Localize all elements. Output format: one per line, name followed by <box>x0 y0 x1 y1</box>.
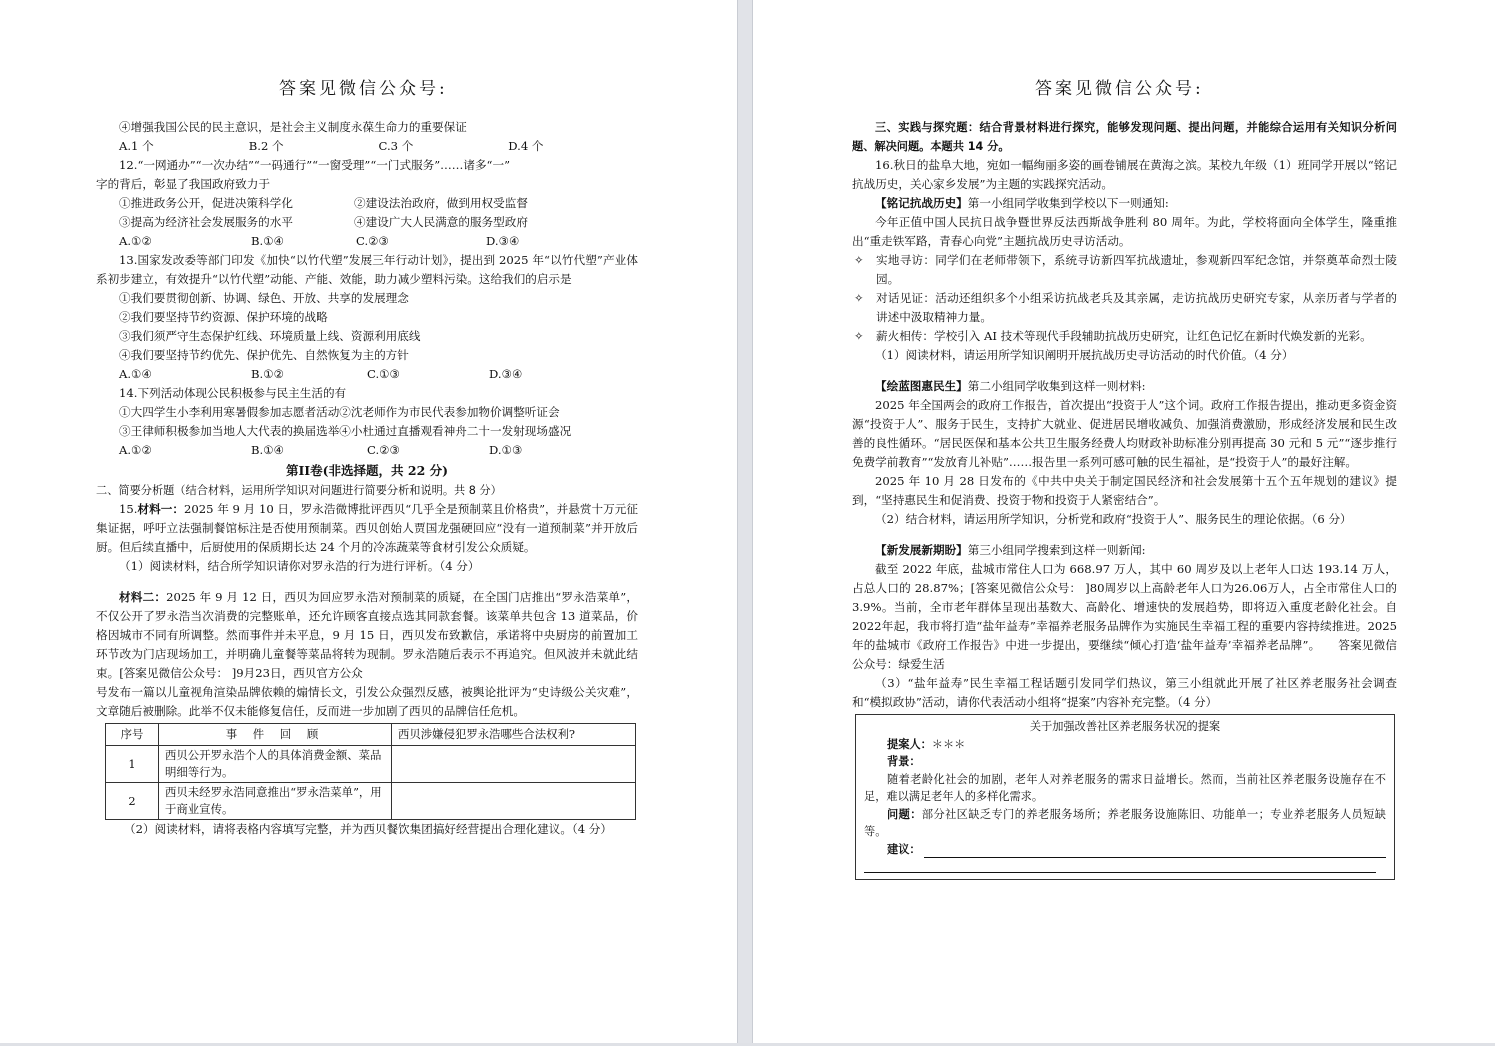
section2-title: 二、简要分析题（结合材料，运用所学知识对问题进行简要分析和说明。共 8 分） <box>96 484 502 497</box>
option-c: C.②③ <box>356 234 389 248</box>
option-a: A.①④ <box>119 367 152 381</box>
page-left <box>0 0 737 1043</box>
suggestion-row <box>864 841 1386 859</box>
page-right <box>753 0 1495 1043</box>
q14-items: ③王律师积极参加当地人大代表的换届选举④小杜通过直播观看神舟二十一发射现场盛况 <box>119 424 572 438</box>
option-b: B.①④ <box>251 443 284 457</box>
q13-item: ③我们须严守生态保护红线、环境质量上线、资源利用底线 <box>119 329 421 343</box>
q13-item: ②我们要坚持节约资源、保护环境的战略 <box>119 310 328 324</box>
q13-item: ①我们要贯彻创新、协调、绿色、开放、共享的发展理念 <box>119 291 409 305</box>
option-d: D.③④ <box>486 234 520 248</box>
page-content <box>852 118 1397 880</box>
option-c: C.①③ <box>367 367 400 381</box>
q15-material-2-cont: 号发布一篇以儿童视角渲染品牌依赖的煽情长文，引发公众强烈反感，被舆论批评为“史诗级公关灾难”，文章随后被删除。此举不仅未能修复信任，反而进一步加剧了西贝的品牌信任危机。 <box>96 685 638 718</box>
q13-item: ④我们要坚持节约优先、保护优先、自然恢复为主的方针 <box>119 348 409 362</box>
answer-cell[interactable] <box>392 783 636 820</box>
part3-para: 截至 2022 年底，盐城市常住人口为 668.97 万人，其中 60 周岁及以上老年人口达 193.14 万人，占总人口的 28.87%；[答案见微信公众号： ]80周岁以上高龄老年人口为26.06万人，占全市常住人口的3.9%。当前，全市老年群体呈现出基数大、高龄化、增速快的发展趋势，即将迈入重度老龄化社会。自2022年起，我市将打造“盐年益寿”幸福养老服务品牌作为实施民生幸福工程的重要内容持续推进。2025年的盐城市《政府工作报告》中进一步提出，要继续“倾心打造‘盐年益寿’幸福养老品牌”。 答案见微信公众号：绿爱生活 <box>852 562 1397 671</box>
q12-stem-cont: 字的背后，彰显了我国政府致力于 <box>96 177 270 191</box>
section3-title: 三、实践与探究题：结合背景材料进行探究，能够发现问题、提出问题，并能综合运用有关知识分析问题、解决问题。本题共 14 分。 <box>852 121 1397 153</box>
part3-tag: 【新发展新期盼】 <box>875 543 968 557</box>
diamond-bullet-icon: ✧ <box>854 329 864 343</box>
option-d: D.③④ <box>489 367 523 381</box>
option-d: D.4 个 <box>508 139 544 153</box>
page-header: 答案见微信公众号: <box>279 79 448 99</box>
part3-lead: 【新发展新期盼】第三小组同学搜索到这样一则新闻: <box>875 543 1146 557</box>
option-c: C.②③ <box>367 443 400 457</box>
q14-items: ①大四学生小李利用寒暑假参加志愿者活动②沈老师作为市民代表参加物价调整听证会 <box>119 405 560 419</box>
background-label: 背景： <box>887 755 921 768</box>
q11-options <box>96 137 638 156</box>
option-b: B.①② <box>251 367 284 381</box>
page-header: 答案见微信公众号: <box>1035 79 1204 99</box>
answer-cell[interactable] <box>392 746 636 783</box>
table-header-row <box>106 724 636 746</box>
diamond-bullet-icon: ✧ <box>854 253 864 267</box>
option-c: C.3 个 <box>378 139 414 153</box>
suggestion-label: 建议： <box>887 842 921 856</box>
part1-tag: 【铭记抗战历史】 <box>875 196 968 210</box>
background-text: 随着老龄化社会的加剧，老年人对养老服务的需求日益增长。然而，当前社区养老服务设施存在不足，难以满足老年人的多样化需求。 <box>864 772 1386 803</box>
option-b: B.2 个 <box>248 139 284 153</box>
col-header-num: 序号 <box>106 724 159 746</box>
q14-stem: 14.下列活动体现公民积极参与民主生活的有 <box>119 386 347 400</box>
q15-question-2: （2）阅读材料，请将表格内容填写完整，并为西贝餐饮集团搞好经营提出合理化建议。（4 分） <box>124 822 612 836</box>
part2-lead: 【绘蓝图惠民生】第二小组同学收集到这样一则材料: <box>875 379 1146 393</box>
option-d: D.①③ <box>489 443 523 457</box>
col-header-rights: 西贝涉嫌侵犯罗永浩哪些合法权利? <box>392 724 636 746</box>
q15-material-1: 15.材料一：2025 年 9 月 10 日，罗永浩微博批评西贝“几乎全是预制菜且价格贵”，并悬赏十万元征集证据，呼吁立法强制餐馆标注是否使用预制菜。西贝创始人贾国龙强硬回应“没有一道预制菜”并开放后厨。但后续直播中，后厨使用的保质期长达 24 个月的冷冻蔬菜等食材引发公众质疑。 <box>96 502 638 554</box>
diamond-bullet-icon: ✧ <box>854 291 864 305</box>
proposal-box <box>855 714 1395 880</box>
suggestion-answer-line-2[interactable] <box>864 858 1376 873</box>
part2-para1: 2025 年全国两会的政府工作报告，首次提出“投资于人”这个词。政府工作报告提出，推动更多资金资源“投资于人”、服务于民生，支持扩大就业、促进居民增收减负、加强消费激励，形成经济发展和民生改善的良性循环。“居民医保和基本公共卫生服务经费人均财政补助标准分别再提高 30 元和 5 元”“逐步推行免费学前教育”“发放育儿补贴”……报告里一系列可感可触的民生福祉，是“投资于人”的最好注解。 <box>852 398 1397 469</box>
page-gutter <box>737 0 753 1046</box>
q13-options <box>96 365 638 384</box>
suggestion-answer-line[interactable] <box>924 843 1386 858</box>
part1-lead: 【铭记抗战历史】第一小组同学收集到学校以下一则通知: <box>875 196 1169 210</box>
bullet-item: ✧ 实地寻访：同学们在老师带领下，系统寻访新四军抗战遗址，参观新四军纪念馆，并祭奠革命烈士陵园。 <box>852 251 1397 289</box>
part1-question: （1）阅读材料，请运用所学知识阐明开展抗战历史寻访活动的时代价值。（4 分） <box>875 348 1294 362</box>
table-row: 1 西贝公开罗永浩个人的具体消费金额、菜品明细等行为。 <box>106 746 636 783</box>
q14-options <box>96 441 638 460</box>
table-row: 2 西贝未经罗永浩同意推出“罗永浩菜单”，用于商业宣传。 <box>106 783 636 820</box>
q12-items-row: ③提高为经济社会发展服务的水平 ④建设广大人民满意的服务型政府 <box>119 215 528 229</box>
part3-question: （3）“盐年益寿”民生幸福工程话题引发同学们热议，第三小组就此开展了社区养老服务社会调查和“模拟政协”活动，请你代表活动小组将“提案”内容补充完整。（4 分） <box>852 676 1397 709</box>
q13-stem: 13.国家发改委等部门印发《加快“以竹代塑”发展三年行动计划》，提出到 2025 年“以竹代塑”产业体系初步建立，有效提升“以竹代塑”动能、产能、效能，助力减少塑料污染。这给我们的启示是 <box>96 253 638 286</box>
part1-notice: 今年正值中国人民抗日战争暨世界反法西斯战争胜利 80 周年。为此，学校将面向全体学生，隆重推出“重走铁军路，青春心向党”主题抗战历史寻访活动。 <box>852 215 1397 248</box>
bullet-item: ✧ 薪火相传：学校引入 AI 技术等现代手段辅助抗战历史研究，让红色记忆在新时代焕发新的光彩。 <box>852 327 1397 346</box>
part2-question: （2）结合材料，请运用所学知识，分析党和政府“投资于人”、服务民生的理论依据。（6 分） <box>875 512 1352 526</box>
option-b: B.①④ <box>251 234 284 248</box>
col-header-event: 事 件 回 顾 <box>159 724 392 746</box>
option-a: A.①② <box>119 443 152 457</box>
q16-intro: 16.秋日的盐阜大地，宛如一幅绚丽多姿的画卷铺展在黄海之滨。某校九年级（1）班同学开展以“铭记抗战历史，关心家乡发展”为主题的实践探究活动。 <box>852 158 1397 191</box>
q15-material-2: 材料二：2025 年 9 月 12 日，西贝为回应罗永浩对预制菜的质疑，在全国门店推出“罗永浩菜单”，不仅公开了罗永浩当次消费的完整账单，还允许顾客直接点选其同款套餐。该菜单共包含 13 道菜品，价格因城市不同有所调整。然而事件并未平息，9 月 15 日，西贝发布致歉信，承诺将中央厨房的前置加工环节改为门店现场加工，并明确儿童餐等菜品将转为现制。罗永浩随后表示不再追究。但风波并未就此结束。[答案见微信公众号： ]9月23日，西贝官方公众 <box>96 590 638 680</box>
option-a: A.①② <box>119 234 152 248</box>
events-table <box>105 723 636 820</box>
proposer-row: 提案人：＊＊＊ <box>887 737 966 751</box>
q12-options <box>96 232 638 251</box>
part2-para2: 2025 年 10 月 28 日发布的《中共中央关于制定国民经济和社会发展第十五个五年规划的建议》提到，“坚持惠民生和促消费、投资于物和投资于人紧密结合”。 <box>852 474 1397 507</box>
q11-statement-4: ④增强我国公民的民主意识，是社会主义制度永葆生命力的重要保证 <box>119 120 467 134</box>
proposal-title: 关于加强改善社区养老服务状况的提案 <box>1029 720 1221 733</box>
problem-row: 问题：部分社区缺乏专门的养老服务场所；养老服务设施陈旧、功能单一；专业养老服务人员短缺等。 <box>864 807 1386 838</box>
option-a: A.1 个 <box>119 139 154 153</box>
q12-items-row: ①推进政务公开，促进决策科学化 ②建设法治政府，做到用权受监督 <box>119 196 528 210</box>
q12-stem: 12.“一网通办”“一次办结”“一码通行”“一窗受理”“一门式服务”……诸多“一” <box>119 158 511 172</box>
page-content <box>96 118 638 839</box>
bullet-item: ✧ 对话见证：活动还组织多个小组采访抗战老兵及其亲属，走访抗战历史研究专家，从亲历者与学者的讲述中汲取精神力量。 <box>852 289 1397 327</box>
part2-title: 第II卷(非选择题，共 22 分) <box>285 463 449 478</box>
part2-tag: 【绘蓝图惠民生】 <box>875 379 968 393</box>
q15-question-1: （1）阅读材料，结合所学知识请你对罗永浩的行为进行评析。（4 分） <box>119 559 480 573</box>
